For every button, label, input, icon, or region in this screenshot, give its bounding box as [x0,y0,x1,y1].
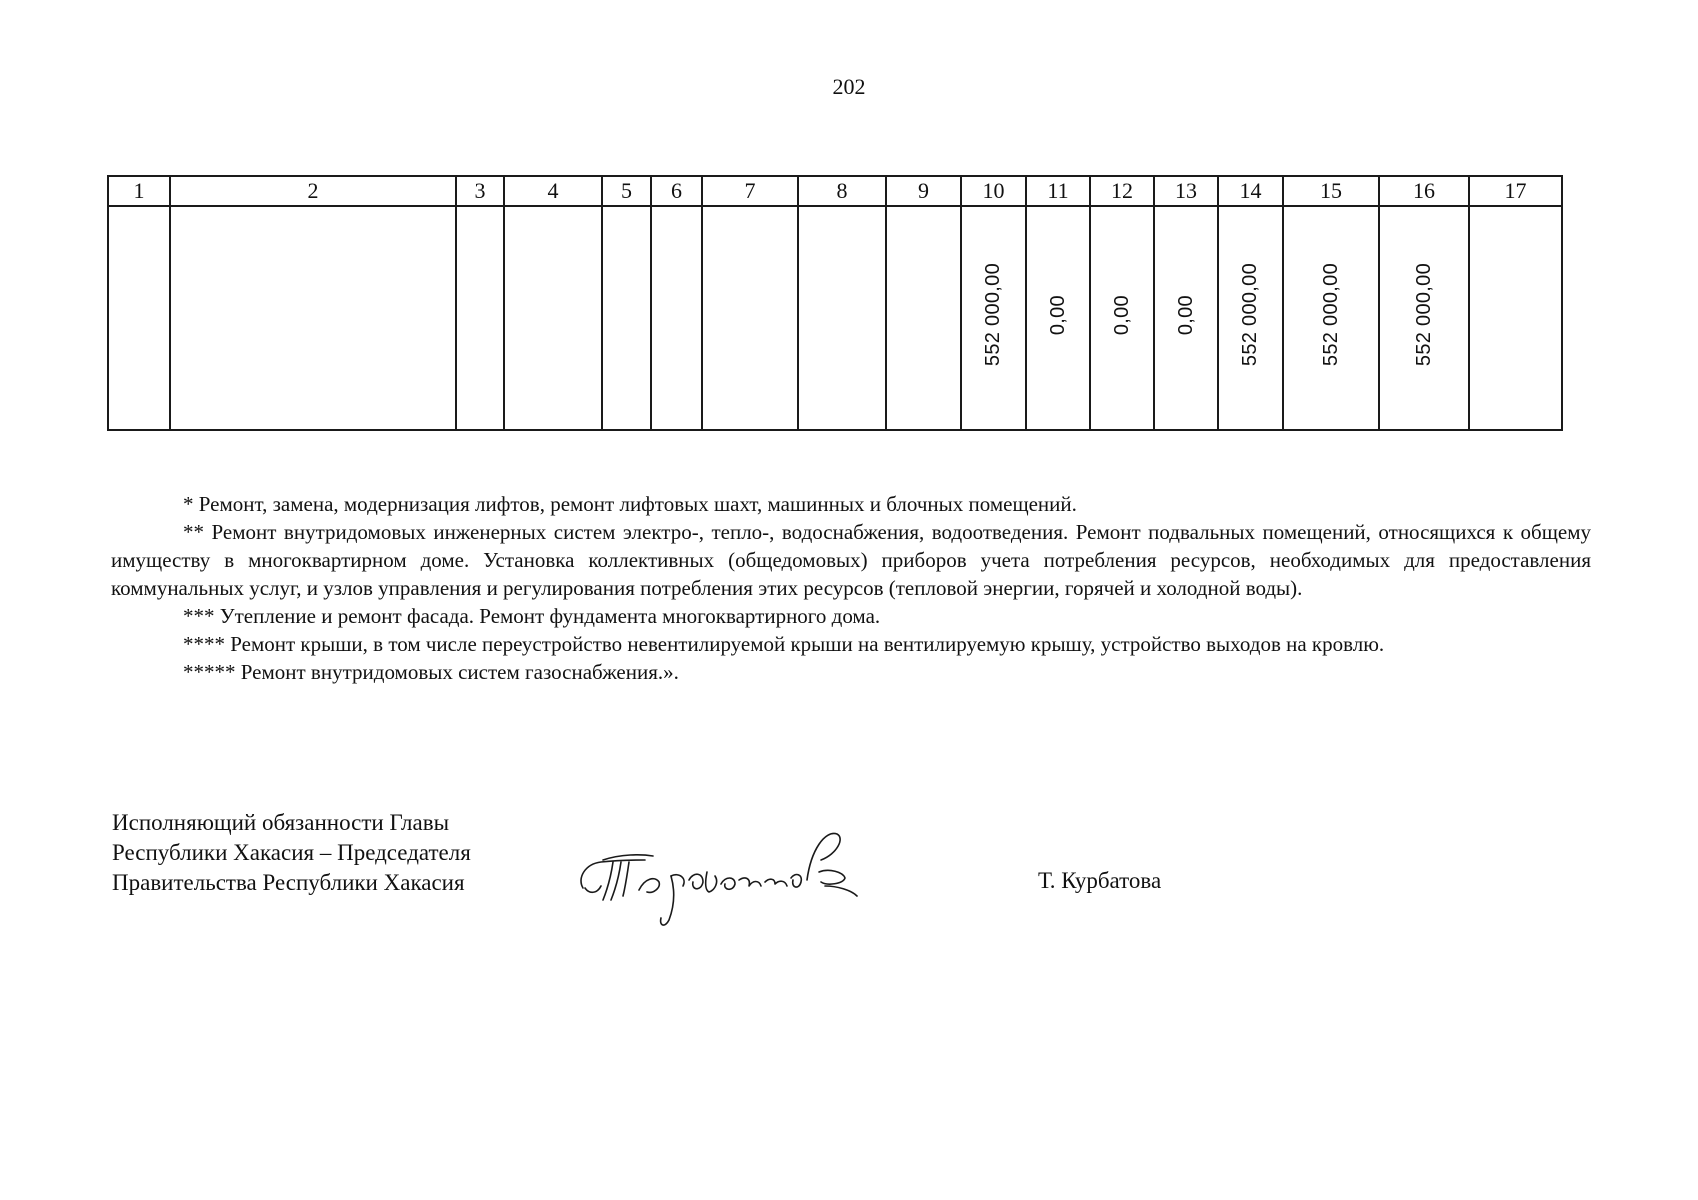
cell-value: 0,00 [1046,294,1069,336]
column-header: 14 [1218,176,1283,206]
signatory-title [112,808,471,898]
table-cell [602,206,651,430]
table-cell [1469,206,1562,430]
table-cell [651,206,702,430]
table-cell [1090,206,1154,430]
table-cell [504,206,602,430]
table-cell [961,206,1026,430]
column-header: 12 [1090,176,1154,206]
column-header: 13 [1154,176,1218,206]
data-table [107,175,1563,431]
cell-value: 552 000,00 [1239,263,1261,367]
table-cell [702,206,798,430]
signatory-title-line: Правительства Республики Хакасия [112,870,465,895]
cell-value: 552 000,00 [982,263,1004,367]
column-header: 8 [798,176,886,206]
column-header: 7 [702,176,798,206]
footnote: ***** Ремонт внутридомовых систем газоснабжения.». [183,660,679,684]
signatory-title-line: Исполняющий обязанности Главы [112,810,450,835]
signatory-title-line: Республики Хакасия – Председателя [112,840,471,865]
column-header: 2 [170,176,456,206]
column-header: 15 [1283,176,1379,206]
cell-value: 552 000,00 [1319,263,1342,367]
table-cell [798,206,886,430]
table-cell [1026,206,1090,430]
footnote: ** Ремонт внутридомовых инженерных систем электро-, тепло-, водоснабжения, водоотведения. Ремонт подвальных помещений, относящихся к общему имуществу в многоквартирном доме. Установка коллективных (общедомовых) приборов учета потребления ресурсов, необходимых для предоставления коммунальных услуг, и узлов управления и регулирования потребления этих ресурсов (тепловой энергии, горячей и холодной воды). [111,520,1591,600]
column-header: 6 [651,176,702,206]
column-header: 11 [1026,176,1090,206]
table-cell [1379,206,1469,430]
handwritten-signature [575,820,905,930]
column-header: 3 [456,176,504,206]
footnote: * Ремонт, замена, модернизация лифтов, ремонт лифтовых шахт, машинных и блочных помещений. [183,492,1077,516]
column-header: 10 [961,176,1026,206]
table-cell [170,206,456,430]
table-row [108,206,1562,430]
column-header: 1 [108,176,170,206]
column-header: 5 [602,176,651,206]
table-cell [1218,206,1283,430]
table-cell [1154,206,1218,430]
signatory-name: Т. Курбатова [1038,868,1162,893]
footnote: *** Утепление и ремонт фасада. Ремонт фундамента многоквартирного дома. [183,604,881,628]
footnotes [111,490,1591,686]
page-number: 202 [832,74,866,99]
column-header: 4 [504,176,602,206]
table-cell [886,206,961,430]
column-header: 17 [1469,176,1562,206]
cell-value: 552 000,00 [1412,263,1435,367]
footnote: **** Ремонт крыши, в том числе переустройство невентилируемой крыши на вентилируемую крышу, устройство выходов на кровлю. [183,632,1385,656]
table-header-row [108,176,1562,206]
table-cell [1283,206,1379,430]
table-cell [108,206,170,430]
table-cell [456,206,504,430]
column-header: 9 [886,176,961,206]
cell-value: 0,00 [1174,294,1197,336]
cell-value: 0,00 [1110,294,1133,336]
column-header: 16 [1379,176,1469,206]
